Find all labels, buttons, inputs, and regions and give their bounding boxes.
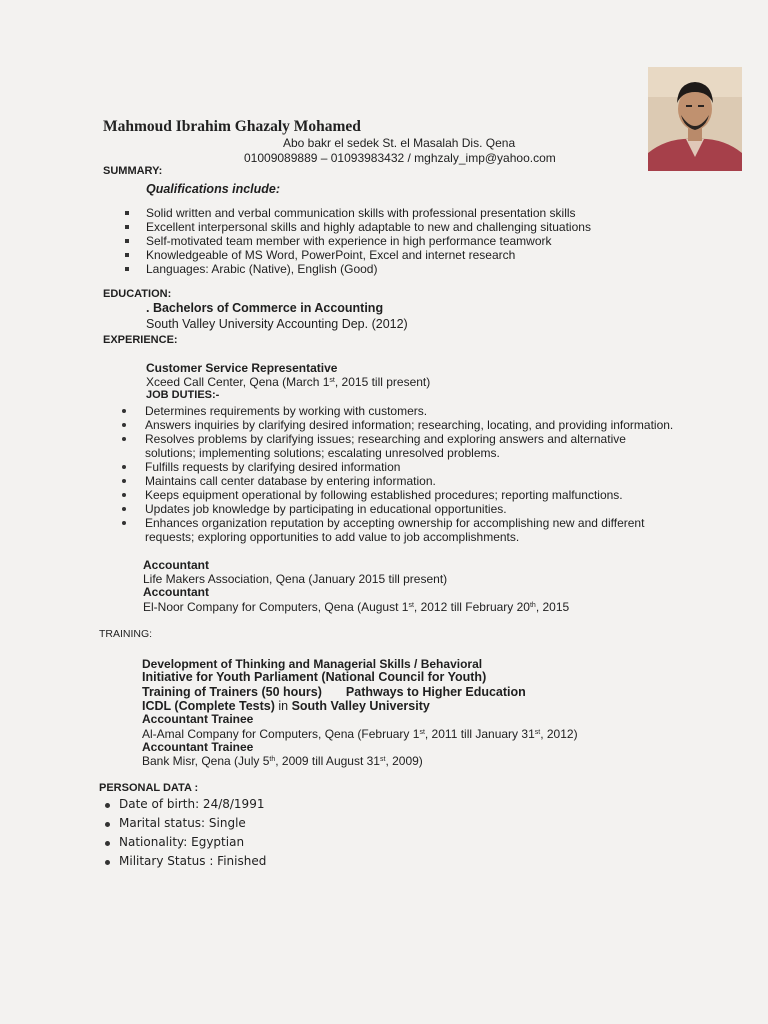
job-place-text: Xceed Call Center, Qena (March 1 bbox=[146, 375, 330, 389]
trainee-place-text: Bank Misr, Qena (July 5 bbox=[142, 754, 270, 768]
education-heading-text: EDUCATION: bbox=[103, 288, 172, 300]
list-item-continued: requests; exploring opportunities to add value to job accomplishments. bbox=[145, 530, 520, 544]
personal-data-heading bbox=[99, 780, 198, 794]
ordinal-suffix: st bbox=[408, 602, 414, 609]
training-item: Initiative for Youth Parliament (National Council for Youth) bbox=[142, 670, 487, 684]
job-place bbox=[143, 600, 569, 614]
list-item: Determines requirements by working with customers. bbox=[145, 404, 673, 418]
applicant-name: Mahmoud Ibrahim Ghazaly Mohamed bbox=[103, 118, 361, 135]
list-item: Marital status: Single bbox=[119, 814, 266, 833]
training-item bbox=[142, 699, 430, 713]
list-item: Enhances organization reputation by accepting ownership for accomplishing new and different bbox=[145, 516, 673, 530]
job-place-text: , 2012 till February 20 bbox=[413, 600, 530, 614]
ordinal-suffix: th bbox=[269, 756, 276, 763]
list-item: Date of birth: 24/8/1991 bbox=[119, 795, 266, 814]
job-title: Accountant bbox=[143, 558, 209, 572]
list-item: Fulfills requests by clarifying desired information bbox=[145, 460, 673, 474]
degree-title: . Bachelors of Commerce in Accounting bbox=[146, 301, 384, 315]
personal-data-list bbox=[119, 795, 266, 871]
job-duties-heading: JOB DUTIES:- bbox=[146, 389, 220, 401]
summary-heading bbox=[103, 163, 162, 177]
ordinal-suffix: st bbox=[329, 377, 335, 384]
ordinal-suffix: th bbox=[529, 602, 536, 609]
personal-data-heading-text: PERSONAL DATA : bbox=[99, 782, 199, 794]
trainee-place-text: , 2009) bbox=[385, 754, 423, 768]
job-duties-list bbox=[145, 404, 673, 544]
experience-heading bbox=[103, 332, 178, 346]
job-place: Life Makers Association, Qena (January 2015 till present) bbox=[143, 572, 448, 586]
trainee-place-text: , 2009 till August 31 bbox=[275, 754, 380, 768]
training-item bbox=[142, 685, 526, 699]
address: Abo bakr el sedek St. el Masalah Dis. Qena bbox=[283, 136, 516, 150]
trainee-place bbox=[142, 727, 578, 741]
ordinal-suffix: st bbox=[419, 729, 425, 736]
training-item-text: in bbox=[274, 699, 292, 713]
job-place-end: , 2015 till present) bbox=[334, 375, 431, 389]
ordinal-suffix: st bbox=[534, 729, 541, 736]
list-item: Solid written and verbal communication skills with professional presentation skills bbox=[146, 206, 591, 220]
qualifications-list bbox=[146, 206, 591, 276]
list-item: Excellent interpersonal skills and highly adaptable to new and challenging situations bbox=[146, 220, 591, 234]
list-item: Resolves problems by clarifying issues; researching and exploring answers and alternative bbox=[145, 432, 673, 446]
list-item: Languages: Arabic (Native), English (Good) bbox=[146, 262, 591, 276]
qualifications-subheading: Qualifications include: bbox=[146, 182, 281, 196]
list-item: Keeps equipment operational by following established procedures; reporting malfunctions. bbox=[145, 488, 673, 502]
job-place bbox=[146, 375, 430, 389]
trainee-title: Accountant Trainee bbox=[142, 712, 254, 726]
list-item: Self-motivated team member with experience in high performance teamwork bbox=[146, 234, 591, 248]
list-item: Nationality: Egyptian bbox=[119, 833, 266, 852]
job-place-text: El-Noor Company for Computers, Qena (August 1 bbox=[143, 600, 409, 614]
training-item-text: Pathways to Higher Education bbox=[345, 685, 526, 699]
ordinal-suffix: st bbox=[379, 756, 386, 763]
training-item: Development of Thinking and Managerial Skills / Behavioral bbox=[142, 657, 483, 671]
trainee-place bbox=[142, 754, 423, 768]
experience-heading-text: EXPERIENCE: bbox=[103, 334, 178, 346]
list-item: Knowledgeable of MS Word, PowerPoint, Excel and internet research bbox=[146, 248, 591, 262]
list-item: Updates job knowledge by participating in educational opportunities. bbox=[145, 502, 673, 516]
training-item-text: Training of Trainers (50 hours) bbox=[142, 685, 322, 699]
list-item-continued: solutions; implementing solutions; escalating unresolved problems. bbox=[145, 446, 500, 460]
list-item: Answers inquiries by clarifying desired information; researching, locating, and providing information. bbox=[145, 418, 674, 432]
school-name: South Valley University Accounting Dep. (2012) bbox=[146, 317, 408, 331]
training-item-text: South Valley University bbox=[291, 699, 430, 713]
training-item-text: ICDL (Complete Tests) bbox=[142, 699, 275, 713]
job-title: Customer Service Representative bbox=[146, 361, 338, 375]
list-item: Military Status : Finished bbox=[119, 852, 266, 871]
education-heading bbox=[103, 286, 171, 300]
summary-heading-text: SUMMARY: bbox=[103, 165, 163, 177]
trainee-place-text: , 2011 till January 31 bbox=[424, 727, 535, 741]
trainee-title: Accountant Trainee bbox=[142, 740, 254, 754]
training-heading: TRAINING: bbox=[99, 628, 153, 640]
list-item: Maintains call center database by entering information. bbox=[145, 474, 673, 488]
job-place-end: , 2015 bbox=[535, 600, 570, 614]
portrait-photo bbox=[648, 67, 742, 171]
trainee-place-text: Al-Amal Company for Computers, Qena (February 1 bbox=[142, 727, 420, 741]
contact-line: 01009089889 – 01093983432 / mghzaly_imp@yahoo.com bbox=[244, 151, 556, 165]
job-title: Accountant bbox=[143, 585, 209, 599]
trainee-place-text: , 2012) bbox=[540, 727, 578, 741]
